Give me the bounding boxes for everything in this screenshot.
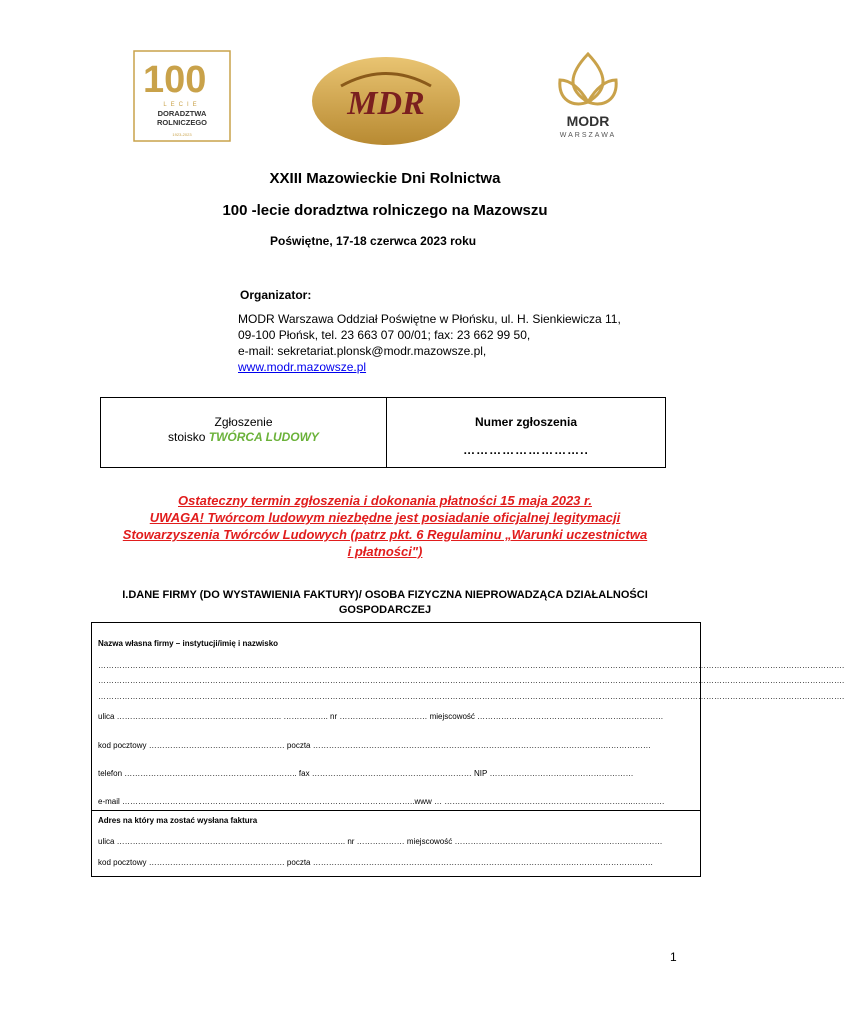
section-title-line2: GOSPODARCZEJ (338, 604, 432, 616)
invoice-street-row[interactable]: ulica ………………………………………………………………………….. nr ……………… miejscowość …………………………………………………………………… (98, 837, 663, 846)
modr-city: WARSZAWA (559, 132, 617, 139)
centenary-line2: DORADZTWA (157, 109, 207, 118)
mdr-logo (311, 56, 461, 146)
deadline-notice (80, 492, 690, 560)
registration-number-field[interactable]: ……………………….. (463, 443, 589, 457)
company-name-field-3[interactable]: ………………………………………………………………………………………………………………………………………………………………………………………………………………………………………………………. (98, 692, 844, 701)
stand-label: stoisko (168, 430, 209, 444)
invoice-postal-row[interactable]: kod pocztowy …………………………………………… poczta …………………………………………………………………………………….…………………….…… (98, 858, 654, 867)
company-name-field-1[interactable]: ………………………………………………………………………………………………………………………………………………………………………………………………………………………………………………………. (98, 661, 844, 670)
phone-row[interactable]: telefon ……………………………………………………….. fax …………………………………………………… NIP ……………………………………………… (98, 769, 634, 778)
centenary-lecie: LECIE (163, 102, 201, 108)
modr-name: MODR (566, 113, 610, 129)
organizer-address-line1: MODR Warszawa Oddział Poświętne w Płońsku, ul. H. Sienkiewicza 11, (238, 312, 621, 326)
mdr-text: MDR (347, 85, 425, 122)
company-data-form (91, 622, 844, 877)
street-row[interactable]: ulica …………………………………………………….. …………….. nr …………………………… miejscowość ……………………………………………….…………… (98, 712, 664, 721)
postal-row[interactable]: kod pocztowy …………………………………………… poczta ……………………………………………………………………………………………….……………… (98, 741, 651, 750)
registration-label: Zgłoszenie (214, 415, 273, 429)
centenary-number: 100 (143, 59, 207, 101)
registration-number-cell (387, 398, 665, 467)
deadline-line4: i płatności") (347, 544, 423, 559)
registration-type-cell (101, 398, 387, 467)
page-number: 1 (670, 950, 677, 964)
invoice-address-label: Adres na który ma zostać wysłana faktura (98, 816, 258, 825)
organizer-email-line: e-mail: sekretariat.plonsk@modr.mazowsze.pl, (238, 344, 487, 358)
centenary-logo (133, 50, 231, 142)
registration-box (100, 397, 666, 468)
deadline-line1: Ostateczny termin zgłoszenia i dokonania płatności 15 maja 2023 r. (178, 493, 592, 508)
event-place-date: Poświętne, 17-18 czerwca 2023 roku (270, 234, 477, 248)
section-title (80, 588, 690, 618)
organizer-label: Organizator: (240, 288, 312, 302)
form-divider (92, 810, 700, 811)
organizer-details (238, 311, 621, 375)
modr-logo (548, 50, 628, 140)
centenary-years: 1923-2023 (172, 132, 192, 137)
organizer-website-link[interactable]: www.modr.mazowsze.pl (238, 360, 367, 374)
registration-number-label: Numer zgłoszenia (474, 415, 578, 429)
company-name-field-2[interactable]: ………………………………………………………………………………………………………………………………………………………………………………………………………………………………………………………. (98, 676, 844, 685)
email-row[interactable]: e-mail ………………………………………………………………………………………………..www … ……………………………………………………………..………… (98, 797, 665, 806)
centenary-line3: ROLNICZEGO (157, 118, 207, 127)
stand-type: TWÓRCA LUDOWY (208, 430, 319, 444)
deadline-line2: UWAGA! Twórcom ludowym niezbędne jest posiadanie oficjalnej legitymacji (149, 510, 621, 525)
company-name-label: Nazwa własna firmy – instytucji/imię i nazwisko (98, 639, 279, 648)
organizer-address-line2: 09-100 Płońsk, tel. 23 663 07 00/01; fax: 23 662 99 50, (238, 328, 531, 342)
section-title-line1: I.DANE FIRMY (DO WYSTAWIENIA FAKTURY)/ OSOBA FIZYCZNA NIEPROWADZĄCA DZIAŁALNOŚCI (122, 589, 648, 601)
event-title: XXIII Mazowieckie Dni Rolnictwa (269, 170, 501, 187)
deadline-line3: Stowarzyszenia Twórców Ludowych (patrz pkt. 6 Regulaminu „Warunki uczestnictwa (122, 527, 648, 542)
event-subtitle: 100 -lecie doradztwa rolniczego na Mazowszu (222, 202, 548, 219)
